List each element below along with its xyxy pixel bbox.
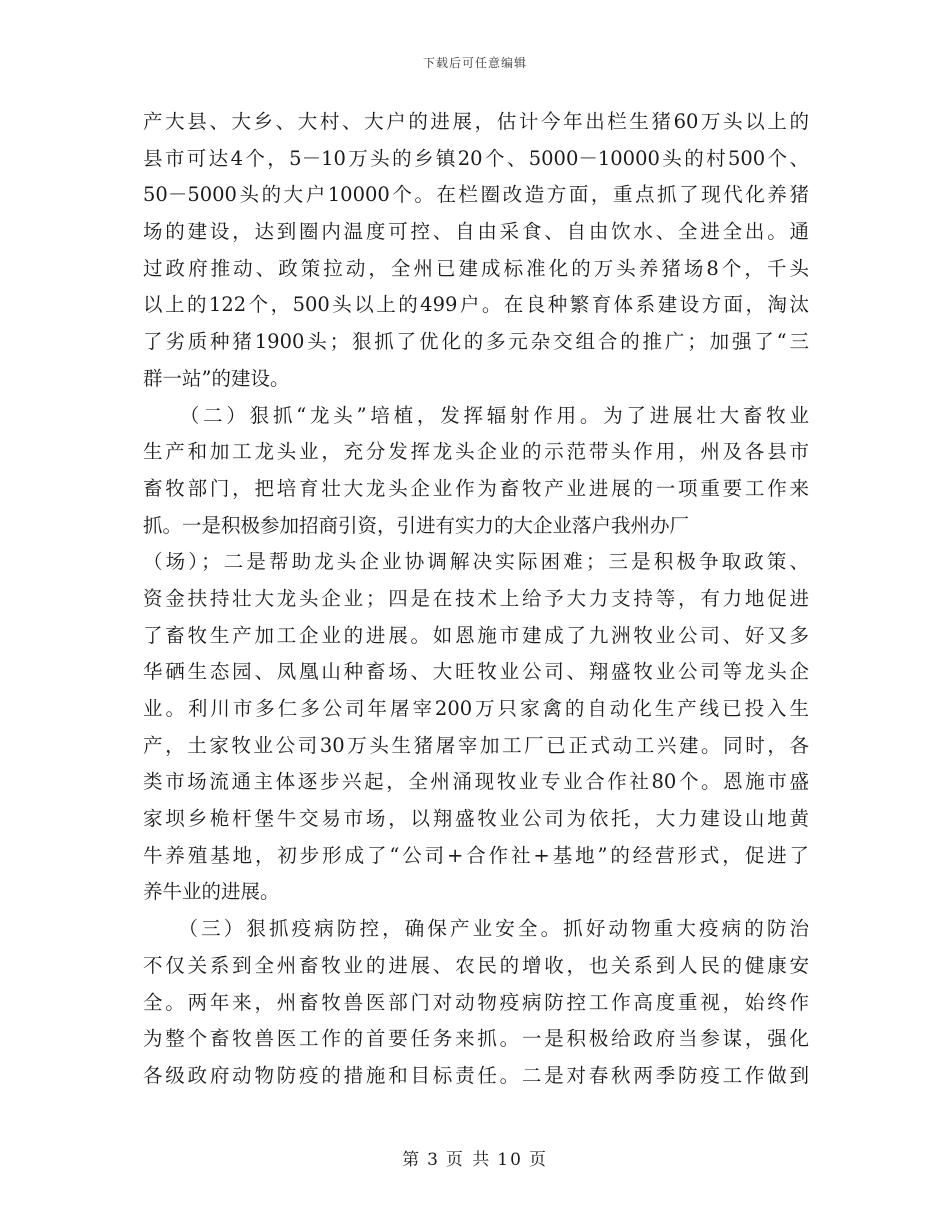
- text-line: （三）狠抓疫病防控，确保产业安全。抓好动物重大疫病的防治: [143, 917, 809, 941]
- footer-suffix: 页: [528, 1150, 548, 1170]
- text-line: 业。利川市多仁多公司年屠宰200万只家禽的自动化生产线已投入生: [143, 697, 809, 720]
- text-line: 产大县、大乡、大村、大户的进展，估计今年出栏生猪60万头以上的: [143, 110, 809, 133]
- text-line: 华硒生态园、凤凰山种畜场、大旺牧业公司、翔盛牧业公司等龙头企: [143, 660, 809, 684]
- body-text: [143, 104, 809, 1095]
- text-line: 不仅关系到全州畜牧业的进展、农民的增收，也关系到人民的健康安: [143, 953, 809, 977]
- text-line: 家坝乡桅杆堡牛交易市场，以翔盛牧业公司为依托，大力建设山地黄: [143, 807, 809, 831]
- text-line: （二）狠抓“龙头”培植，发挥辐射作用。为了进展壮大畜牧业: [143, 403, 809, 427]
- text-line: 资金扶持壮大龙头企业；四是在技术上给予大力支持等，有力地促进: [143, 586, 809, 610]
- total-pages: 10: [497, 1150, 523, 1170]
- text-line: 类市场流通主体逐步兴起，全州涌现牧业专业合作社80个。恩施市盛: [143, 770, 809, 794]
- text-line: 抓。一是积极参加招商引资，引进有实力的大企业落户我州办厂: [143, 513, 690, 537]
- page-header: 下载后可任意编辑: [422, 56, 527, 70]
- text-line: 50－5000头的大户10000个。在栏圈改造方面，重点抓了现代化养猪: [143, 183, 809, 207]
- text-line: 各级政府动物防疫的措施和目标责任。二是对春秋两季防疫工作做到: [143, 1063, 809, 1087]
- text-line: 过政府推动、政策拉动，全州已建成标准化的万头养猪场8个，千头: [143, 256, 809, 280]
- text-line: 了劣质种猪1900头；狠抓了优化的多元杂交组合的推广；加强了“三: [143, 330, 809, 354]
- page-footer: [0, 1145, 950, 1170]
- text-line: 群一站”的建设。: [143, 366, 290, 390]
- text-line: 以上的122个，500头以上的499户。在良种繁育体系建设方面，淘汰: [143, 293, 809, 317]
- text-line: 了畜牧生产加工企业的进展。如恩施市建成了九洲牧业公司、好又多: [143, 623, 809, 647]
- footer-prefix: 第: [402, 1150, 422, 1170]
- text-line: 产，土家牧业公司30万头生猪屠宰加工厂已正式动工兴建。同时，各: [143, 733, 809, 757]
- text-line: 牛养殖基地，初步形成了“公司+合作社+基地”的经营形式，促进了: [143, 843, 809, 867]
- text-line: 畜牧部门，把培育壮大龙头企业作为畜牧产业进展的一项重要工作来: [143, 476, 809, 500]
- text-line: 养牛业的进展。: [143, 880, 280, 904]
- text-line: （场）；二是帮助龙头企业协调解决实际困难；三是积极争取政策、: [143, 550, 809, 574]
- footer-middle: 页 共: [445, 1150, 492, 1170]
- text-line: 生产和加工龙头业，充分发挥龙头企业的示范带头作用，州及各县市: [143, 440, 809, 464]
- text-line: 场的建设，达到圈内温度可控、自由采食、自由饮水、全进全出。通: [143, 220, 809, 244]
- text-line: 为整个畜牧兽医工作的首要任务来抓。一是积极给政府当参谋，强化: [143, 1027, 809, 1051]
- text-line: 县市可达4个，5－10万头的乡镇20个、5000－10000头的村500个、: [143, 146, 809, 170]
- page-number: 3: [427, 1150, 440, 1170]
- text-line: 全。两年来，州畜牧兽医部门对动物疫病防控工作高度重视，始终作: [143, 990, 809, 1014]
